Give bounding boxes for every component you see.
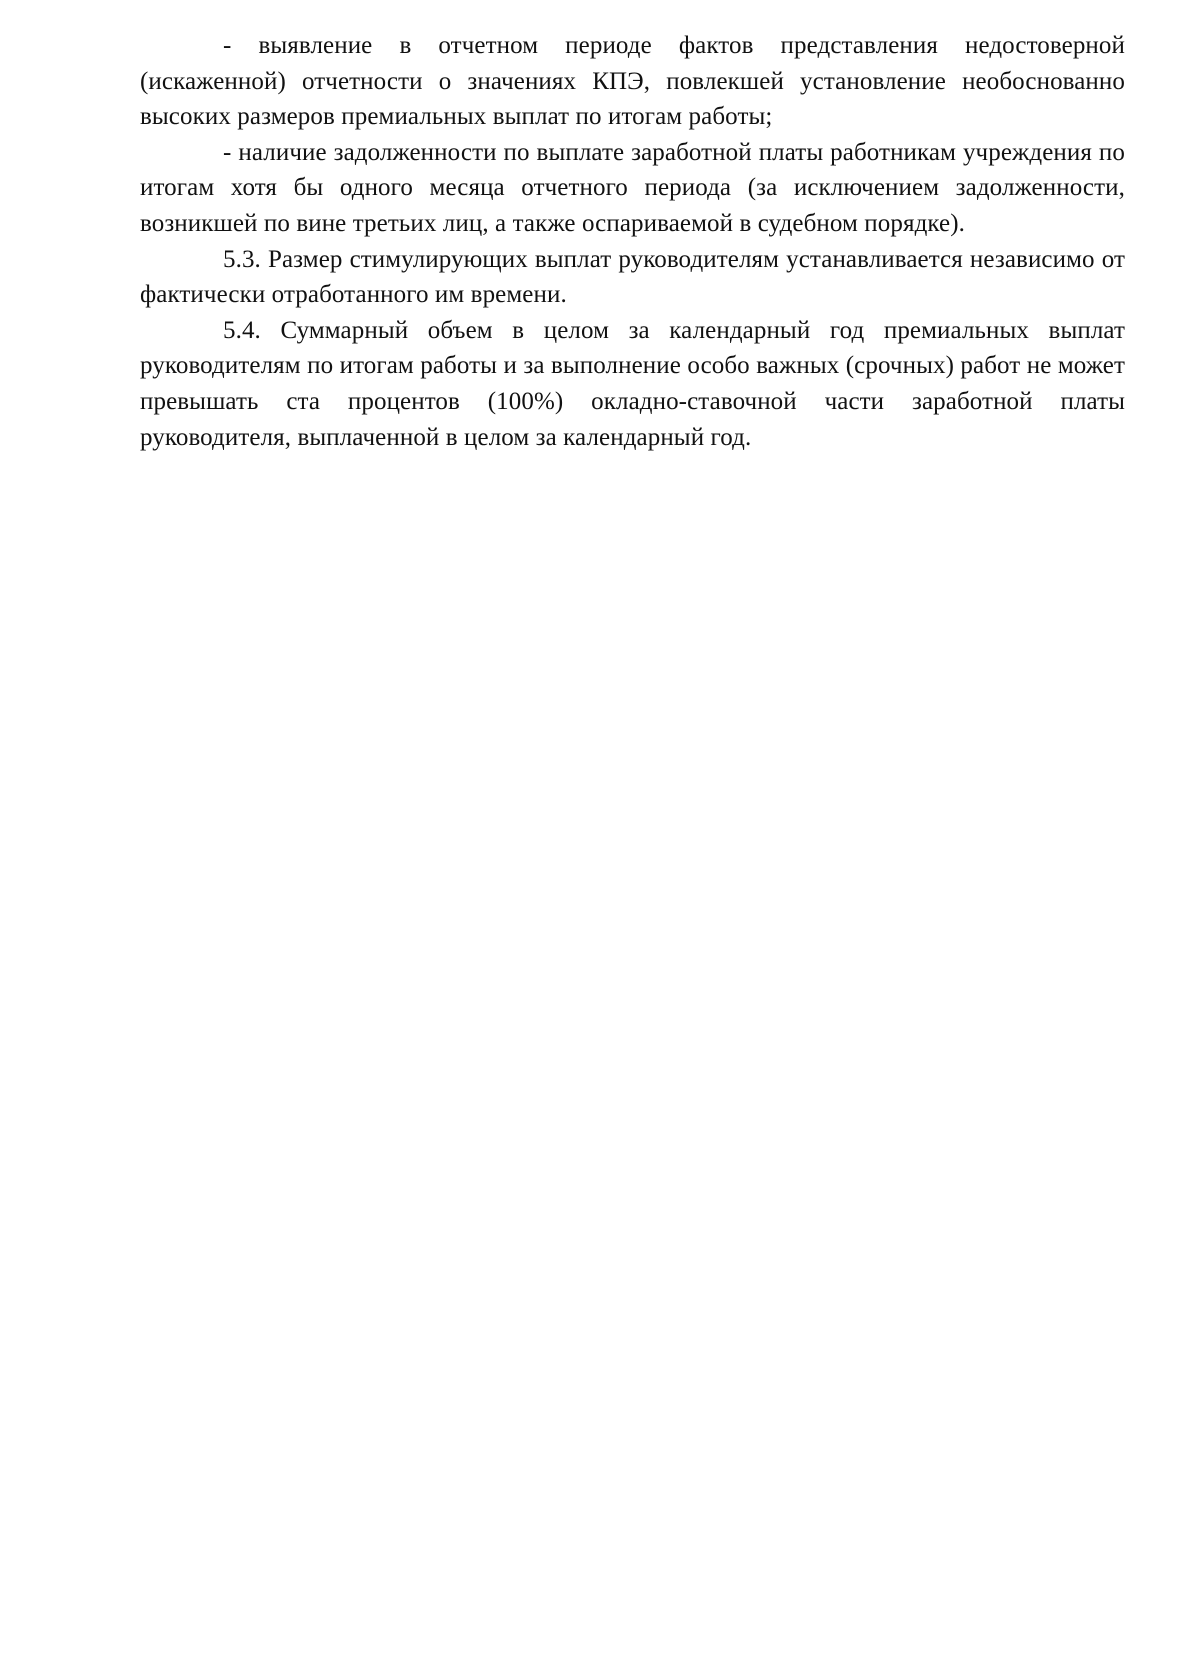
paragraph-violation-kpi: - выявление в отчетном периоде фактов представления недостоверной (искаженной) отчетности о значениях КПЭ, повлекшей установление необоснованно высоких размеров премиальных выплат по итогам работы; [140,32,1125,131]
document-body [140,28,1125,455]
paragraph-salary-debt: - наличие задолженности по выплате заработной платы работникам учреждения по итогам хотя бы одного месяца отчетного периода (за исключением задолженности, возникшей по вине третьих лиц, а также оспариваемой в судебном порядке). [140,138,1125,237]
paragraph-5-4: 5.4. Суммарный объем в целом за календарный год премиальных выплат руководителям по итогам работы и за выполнение особо важных (срочных) работ не может превышать ста процентов (100%) окладно-ставочной части заработной платы руководителя, выплаченной в целом за календарный год. [140,316,1125,451]
paragraph-5-3: 5.3. Размер стимулирующих выплат руководителям устанавливается независимо от фактически отработанного им времени. [140,245,1125,309]
